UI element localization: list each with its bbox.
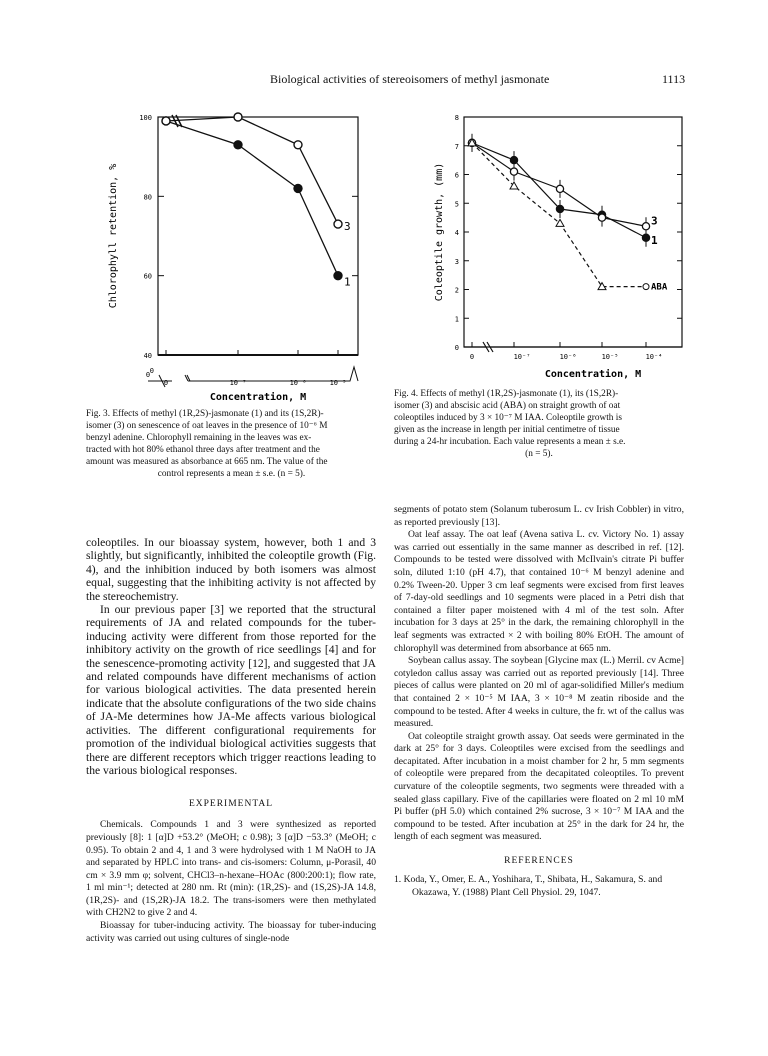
fig4-caption [394, 388, 684, 460]
running-title: Biological activities of stereoisomers of methyl jasmonate [270, 72, 550, 86]
fig4-y-tick-label: 2 [454, 286, 459, 295]
fig4-point-1 [556, 205, 563, 212]
fig3-point-3 [294, 141, 302, 149]
fig4-y-tick-label: 0 [454, 344, 459, 352]
fig3-point-1 [334, 272, 342, 280]
fig3-caption [86, 408, 377, 480]
fig3-y-axis-label: Chlorophyll retention, % [108, 163, 119, 309]
fig4-caption-line: during a 24-hr incubation. Each value represents a mean ± s.e. [394, 437, 626, 447]
fig4-x-tick-label: 10⁻⁶ [559, 353, 577, 361]
paragraph: In our previous paper [3] we reported that the structural requirements of JA and related compounds for the tuber-inducing activity were different from those reported for the inhibitory activity on the growth of rice seedlings [4] and for the senescence-promoting activity [12], and suggested that JA and related compounds have different mechanisms of action for various biological activities. The data presented herein indicate that the absolute configurations of the two side chains of JA-Me determines how JA-Me affects various biological activities. The different configurational requirements for promotion of the individual biological activities suggests that there are different receptors which trigger reactions leading to the various biological responses. [86, 603, 376, 777]
fig4-caption-line: isomer (3) and abscisic acid (ABA) on straight growth of oat [394, 401, 621, 411]
soybean-paragraph: Soybean callus assay. The soybean [Glycine max (L.) Merril. cv Acme] cotyledon callus assay was carried out as reported previously [14]. Three pieces of callus were planted on 20 ml of agar-solidified Miller's medium that contained 2 × 10⁻⁵ M IAA, 3 × 10⁻⁸ M zeatin riboside and the compound to be tested. After 4 weeks in culture, the fr. wt of the callus was measured. [394, 655, 684, 730]
fig3-x-tick-label: 10⁻⁶ [289, 379, 307, 387]
references-heading: REFERENCES [504, 856, 574, 867]
left-column [86, 536, 376, 945]
fig3-series-label-1: 1 [344, 275, 351, 289]
fig4-series-label-1: 1 [651, 233, 658, 247]
fig4-y-axis-label: Coleoptile growth, (mm) [434, 162, 445, 302]
fig4-plot-frame [464, 117, 682, 347]
fig4-y-tick-label: 1 [454, 315, 459, 324]
fig3-axis-break [145, 367, 358, 387]
fig3-x-tick-label: 10⁻⁷ [229, 379, 247, 387]
fig3-caption-line: control represents a mean ± s.e. (n = 5). [157, 469, 306, 479]
fig3-caption-line: isomer (3) on senescence of oat leaves in the presence of 10⁻⁶ M [86, 421, 328, 431]
fig4-x-tick-label: 0 [469, 353, 475, 361]
fig4-chart [424, 105, 694, 390]
fig4-series-label-3: 3 [651, 214, 658, 228]
fig4-x-axis-label: Concentration, M [544, 369, 642, 380]
fig3-y-tick-label-zero: 0 [145, 371, 151, 379]
fig3-caption-line: tracted with hot 80% ethanol three days after treatment and the [86, 445, 320, 455]
fig3-x-axis-label: Concentration, M [209, 392, 307, 403]
fig4-caption-line: (n = 5). [525, 449, 553, 459]
fig3-x-tick-label: 0 [163, 379, 169, 387]
chemicals-paragraph: Chemicals. Compounds 1 and 3 were synthesized as reported previously [8]: 1 [α]D +53.2° (MeOH; c 0.98); 3 [α]D −53.3° (MeOH; c 0.95). To obtain 2 and 4, 1 and 3 were hydrolysed with 1 M NaOH to JA and separated by HPLC into trans- and cis-isomers: Column, μ-Porasil, 40 cm × 3.9 mm φ; solvent, CHCl3–n-hexane–HOAc (800:200:1); flow rate, 1 ml min⁻¹; detected at 280 nm. Rt (min): (1R,2S)- and (1S,2S)-JA 14.8, (1R,2S)- and (1S,2R)-JA 18.2. The trans-isomers were then methylated with CH2N2 to give 2 and 4. [86, 819, 376, 919]
fig4-x-tick-label: 10⁻⁵ [601, 353, 619, 361]
fig3-y-tick-label: 40 [143, 352, 152, 360]
fig3-series-line-1 [166, 121, 338, 276]
fig4-y-tick-label: 4 [454, 229, 459, 237]
potato-paragraph: segments of potato stem (Solanum tuberosum L. cv Irish Cobbler) in vitro, as reported previously [13]. [394, 504, 684, 528]
experimental-heading: EXPERIMENTAL [188, 799, 274, 810]
fig4-x-tick-label: 10⁻⁴ [645, 353, 663, 361]
fig3-chart [88, 105, 373, 405]
fig3-series-label-3: 3 [344, 220, 351, 234]
fig3-caption-line: amount was measured as absorbance at 665 nm. The value of the [86, 457, 328, 467]
oat-coleoptile-paragraph: Oat coleoptile straight growth assay. Oat seeds were germinated in the dark at 25° for 3 days. Coleoptiles were excised from the seedlings and decapitated. After incubation in a moist chamber for 2 hr, 5 mm segments of coleoptile were prepared from the decapitated coleoptiles. To prevent curvature of the coleoptile segments, two segments were threaded with a sealed glass capillary. Five of the capillaries were floated on 2 ml 10 mM Pi buffer (pH 5.0) which contained 2% sucrose, 3 × 10⁻⁷ M IAA and the compound to be tested. After incubation at 25° in the dark for 24 hr, the length of each segment was measured. [394, 730, 684, 843]
fig4-series-label-ABA: ABA [651, 282, 668, 293]
fig4-point-3 [510, 168, 517, 175]
bioassay-paragraph: Bioassay for tuber-inducing activity. The bioassay for tuber-inducing activity was carried out using cultures of single-node [86, 920, 376, 944]
fig4-x-tick-label: 10⁻⁷ [513, 353, 531, 361]
fig4-series-line-3 [472, 143, 646, 226]
fig3-series-line-3 [166, 117, 338, 224]
fig4-point-3 [598, 214, 605, 221]
fig4-point-3 [556, 185, 563, 192]
fig4-y-tick-label: 8 [454, 114, 459, 122]
fig4-y-tick-label: 3 [454, 257, 459, 266]
fig3-point-1 [234, 141, 242, 149]
fig3-y-tick-label: 0 [149, 367, 154, 375]
fig3-x-tick-label: 10⁻⁵ [329, 379, 347, 387]
page-number: 1113 [662, 72, 686, 86]
fig3-point-3 [162, 117, 170, 125]
fig3-caption-line: Fig. 3. Effects of methyl (1R,2S)-jasmonate (1) and its (1S,2R)- [86, 409, 324, 419]
fig4-caption-line: coleoptiles induced by 3 × 10⁻⁷ M IAA. Coleoptile growth is [394, 413, 622, 423]
fig3-y-tick-label: 80 [143, 193, 152, 202]
fig3-caption-line: benzyl adenine. Chlorophyll remaining in the leaves was ex- [86, 433, 312, 443]
fig3-y-tick-label: 100 [139, 114, 152, 122]
paragraph: coleoptiles. In our bioassay system, however, both 1 and 3 slightly, but significantly, inhibited the coleoptile growth (Fig. 4), and the inhibition induced by both isomers was almost equal, suggesting that the inhibiting activity is not affected by the stereochemistry. [86, 536, 376, 603]
fig4-y-tick-label: 5 [454, 200, 459, 209]
fig4-point-ABA [643, 284, 649, 290]
fig4-axis-break [464, 342, 682, 352]
right-column [394, 504, 684, 899]
fig4-caption-line: Fig. 4. Effects of methyl (1R,2S)-jasmonate (1), its (1S,2R)- [394, 389, 619, 399]
fig4-point-3 [642, 223, 649, 230]
fig3-point-3 [334, 220, 342, 228]
fig3-point-3 [234, 113, 242, 121]
reference-item: 1. Koda, Y., Omer, E. A., Yoshihara, T., Shibata, H., Sakamura, S. and Okazawa, Y. (1988) Plant Cell Physiol. 29, 1047. [394, 874, 663, 898]
fig3-y-tick-label: 60 [143, 272, 152, 281]
fig4-y-tick-label: 6 [454, 171, 459, 180]
fig4-y-tick-label: 7 [454, 142, 459, 151]
fig4-series-line-ABA [472, 143, 646, 287]
fig4-caption-line: given as the increase in length per initial centimetre of tissue [394, 425, 620, 435]
fig3-point-1 [294, 184, 302, 192]
oat-leaf-paragraph: Oat leaf assay. The oat leaf (Avena sativa L. cv. Victory No. 1) assay was carried out essentially in the same manner as described in ref. [12]. Compounds to be tested were dissolved with McIlvain's citrate Pi buffer soln, diluted 1:10 (pH 4.7), that contained 10⁻⁶ M benzyl adenine and 0.2% Tween-20. Upper 3 cm leaf segments were excised from first leaves of 7-day-old seedlings and 10 segments were placed in a Petri dish that contained a filter paper moistened with 4 ml of the test soln. After incubation for 3 days at 25° in the dark, the remaining chlorophyll in the leaf segments was extracted × 2 with boiling 80% EtOH. The amount of chlorophyll was determined from absorbance at 665 nm. [394, 529, 684, 654]
fig3-plot-frame [158, 117, 358, 355]
